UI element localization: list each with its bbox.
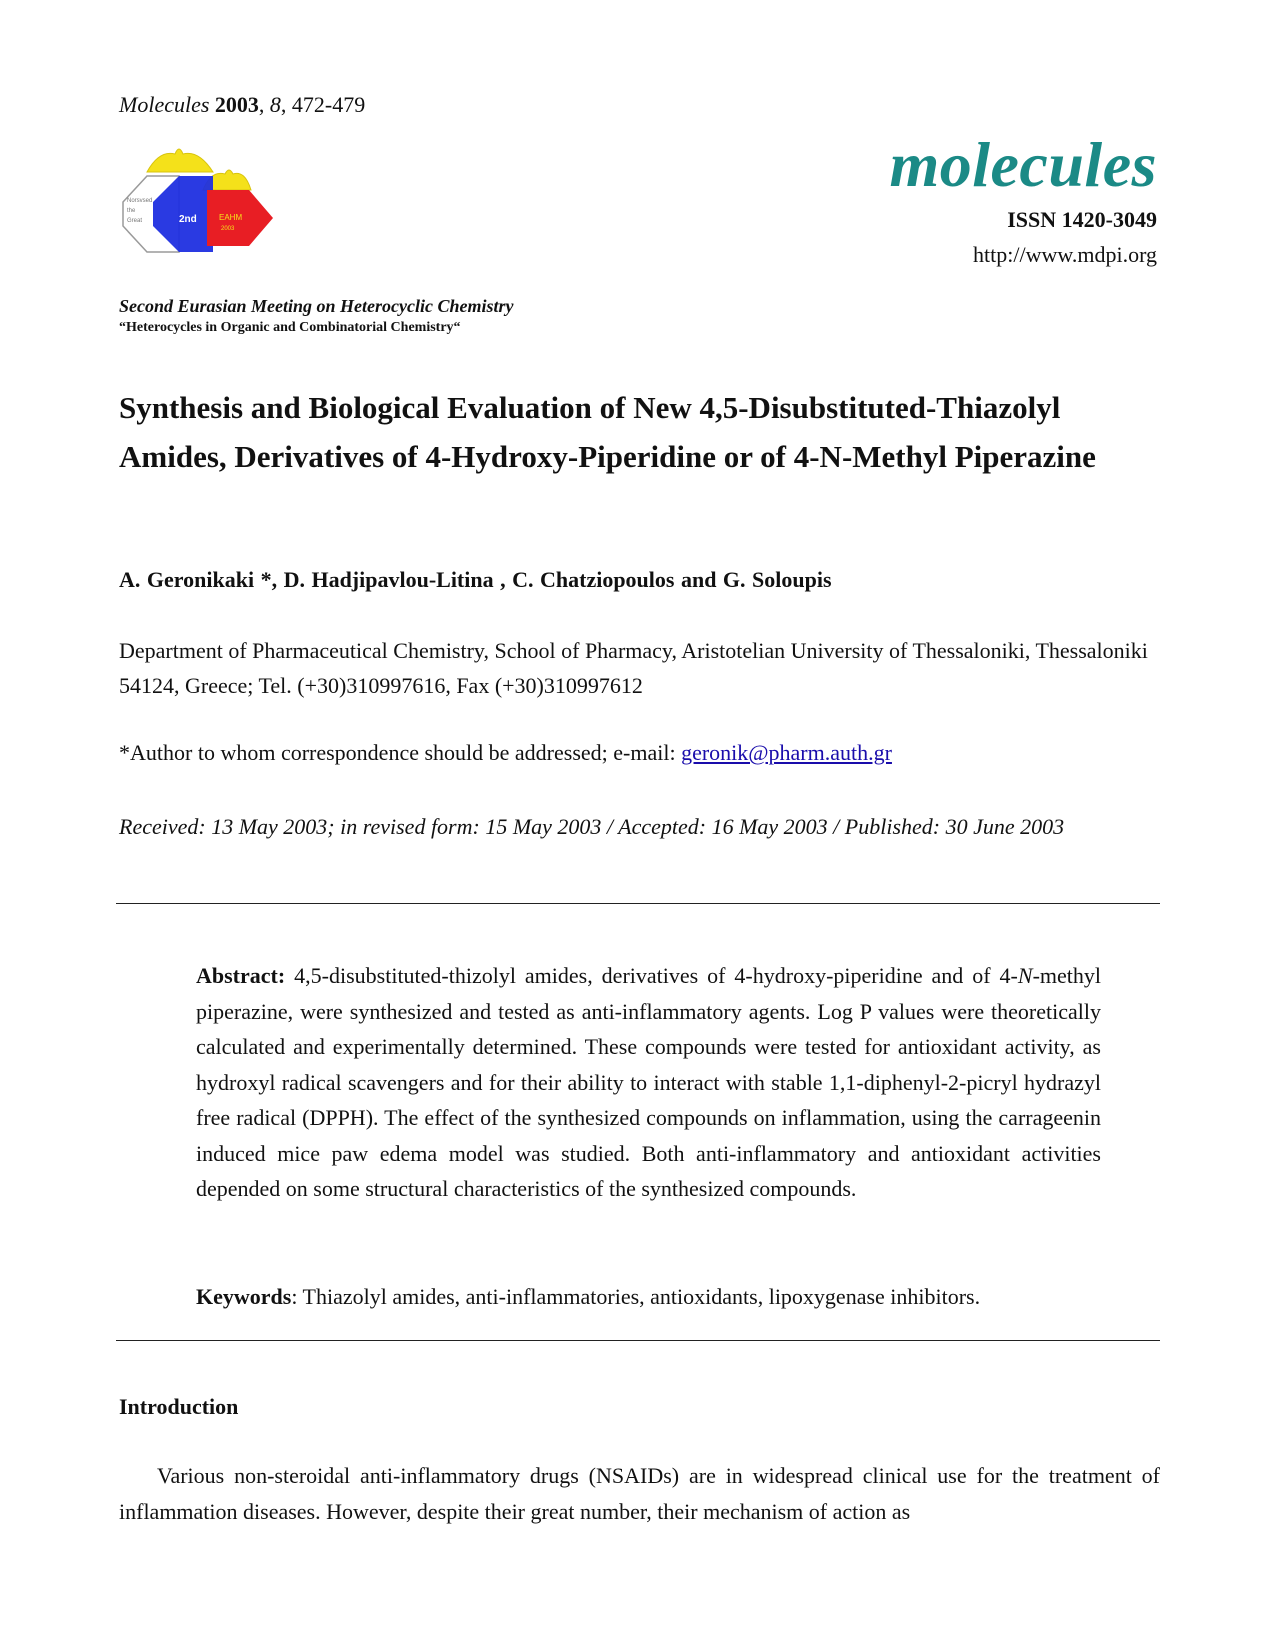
abstract	[196, 958, 1101, 1207]
conference-logo	[117, 140, 292, 262]
logo-left-text-2: the	[127, 208, 136, 214]
introduction-text: Various non-steroidal anti-inflammatory drugs (NSAIDs) are in widespread clinical use for the treatment of inflammation diseases. However, despite their great number, their mechanism of action as	[119, 1463, 1160, 1524]
logo-middle-text: 2nd	[179, 214, 197, 225]
affiliation: Department of Pharmaceutical Chemistry, School of Pharmacy, Aristotelian University of Thessaloniki, Thessaloniki 54124, Greece; Tel. (+30)310997616, Fax (+30)310997612	[119, 638, 1148, 698]
keywords-text: : Thiazolyl amides, anti-inflammatories, antioxidants, lipoxygenase inhibitors.	[291, 1284, 981, 1309]
correspondence	[119, 740, 892, 766]
meeting-subtitle: “Heterocycles in Organic and Combinatorial Chemistry“	[119, 320, 461, 335]
abstract-italic-n: N	[1017, 963, 1033, 988]
citation-year: 2003	[214, 92, 259, 117]
abstract-text-1: 4,5-disubstituted-thizolyl amides, derivatives of 4-hydroxy-piperidine and of 4-	[285, 963, 1018, 988]
citation-journal: Molecules	[119, 92, 210, 117]
introduction-paragraph	[119, 1458, 1160, 1530]
divider-top	[116, 903, 1160, 904]
journal-url[interactable]: http://www.mdpi.org	[973, 242, 1157, 267]
section-heading-introduction: Introduction	[119, 1394, 239, 1419]
citation: Molecules 2003, 8, 472-479	[119, 92, 366, 117]
abstract-text-2: -methyl piperazine, were synthesized and tested as anti-inflammatory agents. Log P values were theoretically calculated and experimentally determined. These compounds were tested for antioxidant activity, as hydroxyl radical scavengers and for their ability to interact with stable 1,1-diphenyl-2-picryl hydrazyl free radical (DPPH). The effect of the synthesized compounds on inflammation, using the carrageenin induced mice paw edema model was studied. Both anti-inflammatory and antioxidant activities depended on some structural characteristics of the synthesized compounds.	[196, 963, 1101, 1201]
abstract-label: Abstract:	[196, 963, 286, 988]
paper-title: Synthesis and Biological Evaluation of New 4,5-Disubstituted-Thiazolyl Amides, Derivatives of 4-Hydroxy-Piperidine or of 4-N-Methyl Piperazine	[119, 390, 1096, 474]
keywords-label: Keywords	[196, 1284, 292, 1309]
meeting-name: Second Eurasian Meeting on Heterocyclic Chemistry	[119, 296, 514, 316]
publication-dates: Received: 13 May 2003; in revised form: 15 May 2003 / Accepted: 16 May 2003 / Published: 30 June 2003	[119, 814, 1065, 839]
keywords	[196, 1284, 1101, 1310]
logo-left-text-3: Great	[127, 218, 143, 224]
citation-pages: , 472-479	[280, 92, 366, 117]
divider-bottom	[116, 1340, 1160, 1341]
conference-logo-graphic	[117, 140, 292, 262]
journal-name: molecules	[889, 129, 1157, 200]
email-link[interactable]: geronik@pharm.auth.gr	[681, 740, 892, 765]
issn: ISSN 1420-3049	[1007, 207, 1157, 232]
authors: A. Geronikaki *, D. Hadjipavlou-Litina , C. Chatziopoulos and G. Soloupis	[119, 567, 832, 592]
correspondence-text: *Author to whom correspondence should be addressed; e-mail:	[119, 740, 682, 765]
logo-right-text-2: 2003	[221, 226, 235, 232]
logo-right-text-1: EAHM	[219, 213, 243, 222]
citation-volume: 8	[269, 92, 281, 117]
logo-left-text-1: Norsvsed	[127, 198, 153, 204]
